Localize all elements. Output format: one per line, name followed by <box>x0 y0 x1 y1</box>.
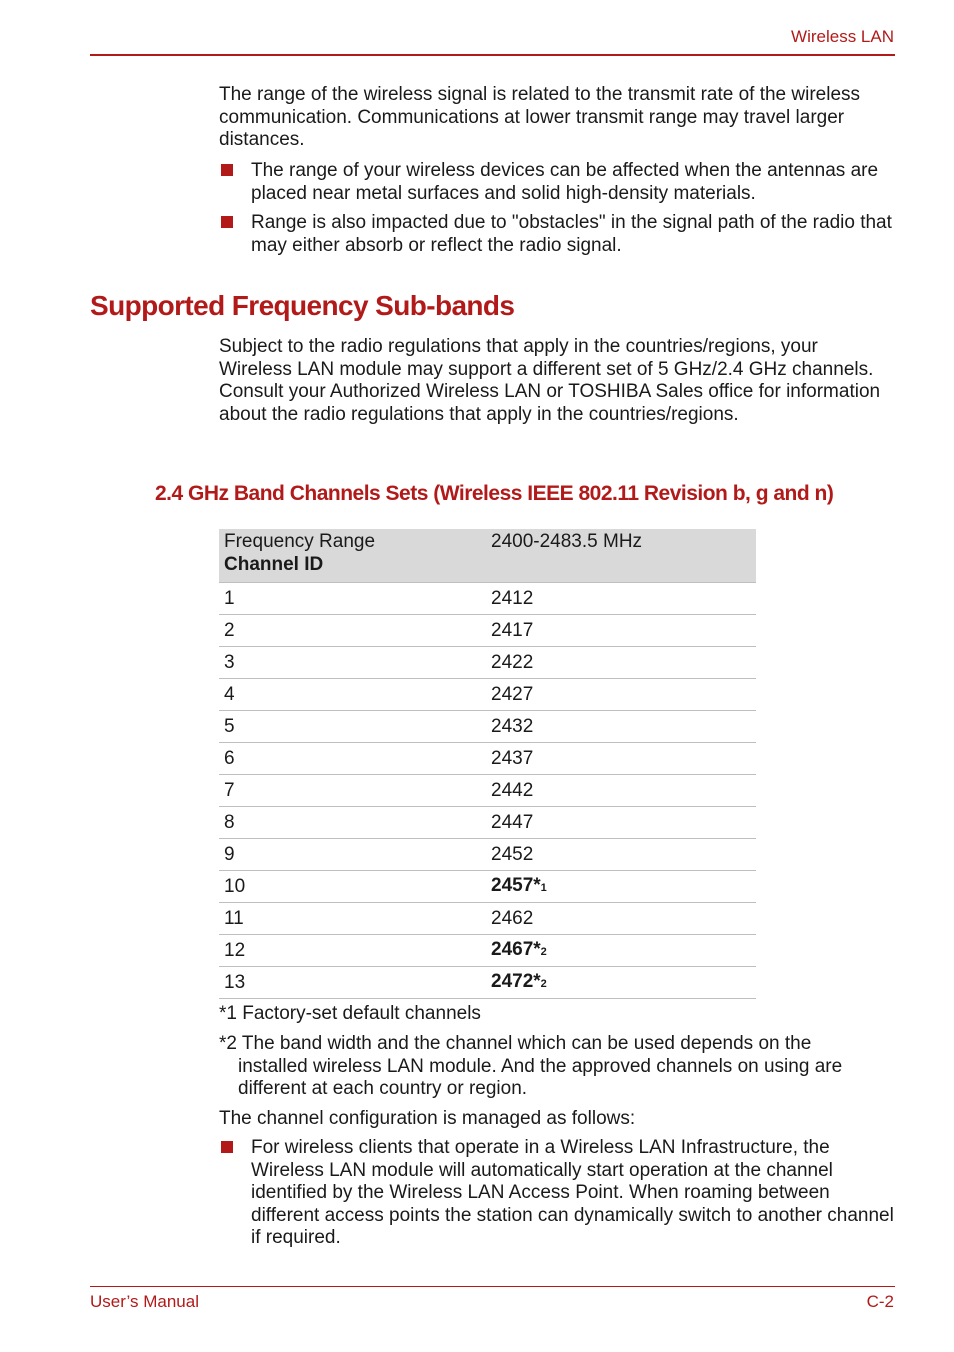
channel-id-cell: 11 <box>219 903 486 935</box>
table-row <box>219 839 756 871</box>
header-cell-channel <box>219 529 486 583</box>
page-number: C-2 <box>866 1292 894 1311</box>
table-header-row <box>219 529 756 583</box>
footnote-1: *1 Factory-set default channels <box>219 1003 481 1024</box>
table-row <box>219 711 756 743</box>
table-row <box>219 935 756 967</box>
config-paragraph: The channel configuration is managed as follows: <box>219 1108 636 1129</box>
frequency-cell-footnoted <box>486 967 756 999</box>
table-row <box>219 775 756 807</box>
table-row <box>219 679 756 711</box>
channel-id-cell: 12 <box>219 935 486 967</box>
frequency-cell: 2412 <box>486 583 756 615</box>
bullet-square-icon <box>221 1141 233 1153</box>
header-rule <box>90 54 895 56</box>
header-channel-id-label: Channel ID <box>224 553 324 575</box>
footer-rule <box>90 1286 895 1287</box>
intro-bullet-2 <box>219 212 895 257</box>
subsection-heading: 2.4 GHz Band Channels Sets (Wireless IEEE 802.11 Revision b, g and n) <box>155 482 834 505</box>
footnote-2-first-line: *2 The band width and the channel which can be used depends on the <box>219 1033 812 1054</box>
table-row <box>219 743 756 775</box>
header-cell-frequency: 2400-2483.5 MHz <box>486 529 756 583</box>
bullet-text: Range is also impacted due to "obstacles" in the signal path of the radio that may either absorb or reflect the radio signal. <box>251 212 892 256</box>
frequency-cell: 2452 <box>486 839 756 871</box>
footnote-marker: 1 <box>540 881 547 894</box>
frequency-cell: 2417 <box>486 615 756 647</box>
frequency-cell-footnoted <box>486 871 756 903</box>
footnote-2-continuation: installed wireless LAN module. And the approved channels on using are different at each country or region. <box>238 1055 843 1099</box>
bullet-square-icon <box>221 216 233 228</box>
channel-id-cell: 2 <box>219 615 486 647</box>
table-row <box>219 903 756 935</box>
intro-bullet-1 <box>219 160 895 205</box>
bullet-square-icon <box>221 164 233 176</box>
config-bullet <box>219 1137 895 1250</box>
section-heading: Supported Frequency Sub-bands <box>90 290 515 321</box>
frequency-cell-footnoted <box>486 935 756 967</box>
channel-id-cell: 6 <box>219 743 486 775</box>
frequency-cell: 2432 <box>486 711 756 743</box>
frequency-cell: 2427 <box>486 679 756 711</box>
table-row <box>219 967 756 999</box>
channel-id-cell: 3 <box>219 647 486 679</box>
table-row <box>219 615 756 647</box>
header-frequency-range-label: Frequency Range <box>224 531 376 552</box>
intro-paragraph: The range of the wireless signal is related to the transmit rate of the wireless communication. Communications at lower transmit range may travel larger distances. <box>219 84 861 150</box>
channel-table <box>219 529 756 999</box>
running-header: Wireless LAN <box>791 27 894 46</box>
section-paragraph: Subject to the radio regulations that apply in the countries/regions, your Wireless LAN module may support a different set of 5 GHz/2.4 GHz channels. Consult your Authorized Wireless LAN or TOSHIBA Sales office for information about the radio regulations that apply in the countries/regions. <box>219 336 881 425</box>
channel-id-cell: 8 <box>219 807 486 839</box>
frequency-cell: 2422 <box>486 647 756 679</box>
channel-id-cell: 10 <box>219 871 486 903</box>
footnote-marker: 2 <box>540 945 547 958</box>
frequency-cell: 2462 <box>486 903 756 935</box>
table-row <box>219 871 756 903</box>
frequency-value: 2472* <box>491 970 541 992</box>
bullet-text: For wireless clients that operate in a Wireless LAN Infrastructure, the Wireless LAN module will automatically start operation at the channel identified by the Wireless LAN Access Point. When roaming between different access points the station can dynamically switch to another channel if required. <box>251 1137 894 1248</box>
footnote-marker: 2 <box>540 977 547 990</box>
table-row <box>219 647 756 679</box>
frequency-value: 2467* <box>491 938 541 960</box>
table-row <box>219 583 756 615</box>
channel-id-cell: 7 <box>219 775 486 807</box>
frequency-cell: 2442 <box>486 775 756 807</box>
channel-id-cell: 5 <box>219 711 486 743</box>
channel-id-cell: 9 <box>219 839 486 871</box>
channel-id-cell: 4 <box>219 679 486 711</box>
frequency-value: 2457* <box>491 874 541 896</box>
channel-id-cell: 13 <box>219 967 486 999</box>
bullet-text: The range of your wireless devices can be affected when the antennas are placed near metal surfaces and solid high-density materials. <box>251 160 879 204</box>
footer-manual-title: User’s Manual <box>90 1292 199 1311</box>
channel-id-cell: 1 <box>219 583 486 615</box>
frequency-cell: 2437 <box>486 743 756 775</box>
frequency-cell: 2447 <box>486 807 756 839</box>
table-row <box>219 807 756 839</box>
footnote-2 <box>219 1033 895 1101</box>
